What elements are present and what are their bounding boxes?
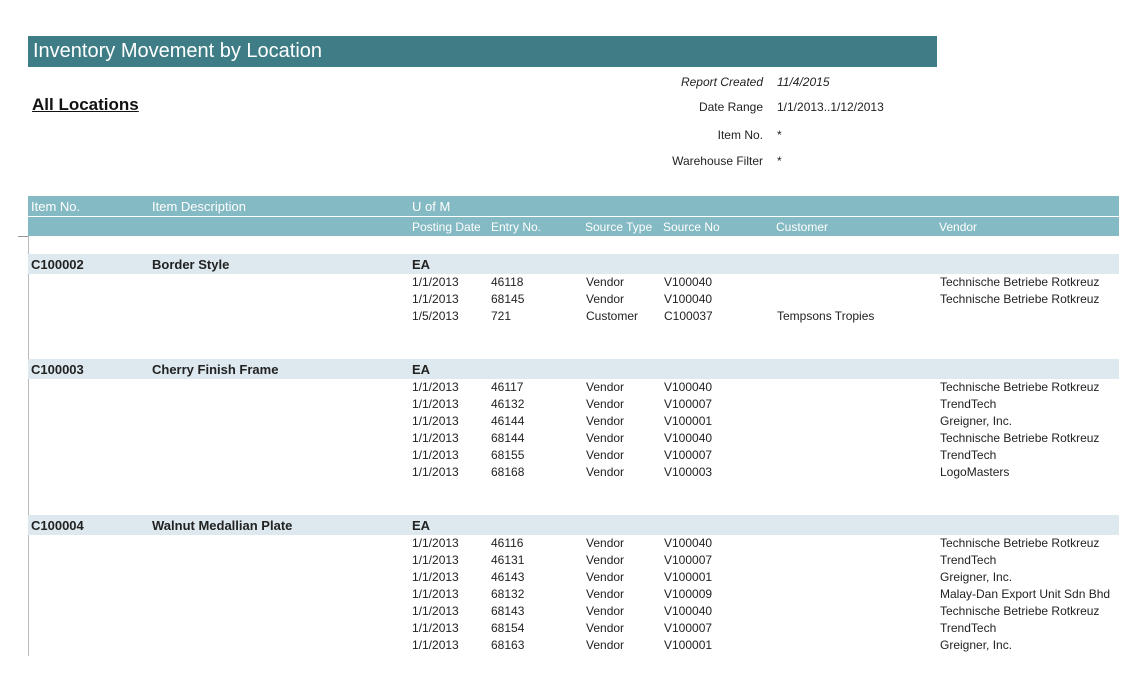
posting-date-cell: 1/1/2013 [412,604,459,618]
customer-cell: Tempsons Tropies [777,309,875,323]
source-no-cell: V100007 [664,397,713,411]
entry-no-cell: 46118 [491,275,524,289]
table-row [0,396,1140,413]
entry-no-cell: 68143 [491,604,525,618]
table-row [0,464,1140,481]
entry-no-cell: 46116 [491,536,524,550]
posting-date-cell: 1/1/2013 [412,380,459,394]
source-no-cell: V100040 [664,536,713,550]
table-row [0,430,1140,447]
table-row [0,291,1140,308]
table-row [0,447,1140,464]
source-type-cell: Vendor [586,380,625,394]
table-row [0,308,1140,325]
source-type-cell: Vendor [586,553,625,567]
source-type-cell: Vendor [586,465,625,479]
source-type-cell: Vendor [586,570,625,584]
source-type-cell: Vendor [586,397,625,411]
vendor-cell: Technische Betriebe Rotkreuz [940,604,1100,618]
posting-date-cell: 1/1/2013 [412,448,459,462]
source-no-cell: V100040 [664,292,713,306]
vendor-cell: TrendTech [940,448,997,462]
source-no-cell: V100007 [664,621,713,635]
table-row [0,552,1140,569]
entry-no-cell: 46143 [491,570,525,584]
source-type-cell: Vendor [586,638,625,652]
entry-no-cell: 46131 [491,553,525,567]
entry-no-cell: 68154 [491,621,525,635]
group-uom: EA [412,518,431,533]
table-row [0,535,1140,552]
table-row [0,274,1140,291]
table-row [0,620,1140,637]
group-uom: EA [412,257,431,272]
posting-date-cell: 1/1/2013 [412,292,459,306]
posting-date-cell: 1/1/2013 [412,275,459,289]
source-type-cell: Vendor [586,448,625,462]
source-type-cell: Customer [586,309,639,323]
col-header-source-type: Source Type [585,220,653,234]
col-header-vendor: Vendor [939,220,978,234]
entry-no-cell: 46132 [491,397,525,411]
col-header-item-no: Item No. [31,199,81,214]
source-no-cell: V100040 [664,380,713,394]
source-no-cell: V100009 [664,587,713,601]
posting-date-cell: 1/1/2013 [412,536,459,550]
posting-date-cell: 1/1/2013 [412,587,459,601]
vendor-cell: Technische Betriebe Rotkreuz [940,431,1100,445]
source-type-cell: Vendor [586,587,625,601]
item-group-row [28,359,1119,379]
source-type-cell: Vendor [586,431,625,445]
vendor-cell: Greigner, Inc. [940,414,1013,428]
vendor-cell: TrendTech [940,621,997,635]
entry-no-cell: 46144 [491,414,525,428]
entry-no-cell: 721 [491,309,512,323]
source-no-cell: V100040 [664,431,713,445]
table-header-row-1 [28,196,1119,217]
entry-no-cell: 68168 [491,465,525,479]
vendor-cell: TrendTech [940,397,997,411]
vendor-cell: Technische Betriebe Rotkreuz [940,275,1100,289]
source-no-cell: C100037 [664,309,713,323]
col-header-entry-no: Entry No. [491,220,542,234]
meta-value-report-created: 11/4/2015 [777,75,830,89]
meta-value-warehouse-filter: * [777,154,782,168]
posting-date-cell: 1/1/2013 [412,414,459,428]
vendor-cell: TrendTech [940,553,997,567]
source-no-cell: V100003 [664,465,713,479]
report-title-bar [28,36,937,67]
col-header-source-no: Source No [663,220,720,234]
entry-no-cell: 68155 [491,448,525,462]
posting-date-cell: 1/1/2013 [412,397,459,411]
source-type-cell: Vendor [586,275,625,289]
group-uom: EA [412,362,431,377]
meta-label-warehouse-filter: Warehouse Filter [672,154,763,168]
source-type-cell: Vendor [586,604,625,618]
source-type-cell: Vendor [586,414,625,428]
table-row [0,586,1140,603]
source-no-cell: V100007 [664,553,713,567]
source-no-cell: V100007 [664,448,713,462]
posting-date-cell: 1/5/2013 [412,309,459,323]
posting-date-cell: 1/1/2013 [412,570,459,584]
entry-no-cell: 68145 [491,292,525,306]
vendor-cell: Technische Betriebe Rotkreuz [940,380,1100,394]
vendor-cell: Malay-Dan Export Unit Sdn Bhd [940,587,1111,601]
posting-date-cell: 1/1/2013 [412,553,459,567]
source-type-cell: Vendor [586,292,625,306]
source-no-cell: V100001 [664,638,713,652]
group-item-no: C100004 [31,518,84,533]
report-title: Inventory Movement by Location [33,40,323,62]
table-row [0,379,1140,396]
vendor-cell: Technische Betriebe Rotkreuz [940,292,1100,306]
vendor-cell: Technische Betriebe Rotkreuz [940,536,1100,550]
source-no-cell: V100040 [664,604,713,618]
posting-date-cell: 1/1/2013 [412,431,459,445]
entry-no-cell: 68132 [491,587,525,601]
posting-date-cell: 1/1/2013 [412,638,459,652]
entry-no-cell: 68144 [491,431,525,445]
table-row [0,413,1140,430]
table-header-row-2 [28,217,1119,236]
meta-value-item-no: * [777,128,782,142]
source-no-cell: V100040 [664,275,713,289]
meta-label-report-created: Report Created [680,75,763,89]
item-group-row [28,254,1119,274]
table-row [0,569,1140,586]
source-type-cell: Vendor [586,621,625,635]
meta-label-item-no: Item No. [717,128,763,142]
source-type-cell: Vendor [586,536,625,550]
item-group-row [28,515,1119,535]
posting-date-cell: 1/1/2013 [412,621,459,635]
meta-value-date-range: 1/1/2013..1/12/2013 [777,100,884,114]
group-item-no: C100002 [31,257,84,272]
table-row [0,637,1140,654]
entry-no-cell: 46117 [491,380,524,394]
row-divider-tick [18,236,28,237]
col-header-uom: U of M [412,199,451,214]
posting-date-cell: 1/1/2013 [412,465,459,479]
group-item-description: Border Style [152,257,230,272]
entry-no-cell: 68163 [491,638,525,652]
col-header-customer: Customer [776,220,829,234]
group-item-description: Walnut Medallian Plate [152,518,293,533]
vendor-cell: LogoMasters [940,465,1010,479]
vendor-cell: Greigner, Inc. [940,638,1013,652]
source-no-cell: V100001 [664,414,713,428]
col-header-posting-date: Posting Date [412,220,481,234]
group-item-description: Cherry Finish Frame [152,362,279,377]
col-header-item-description: Item Description [152,199,246,214]
table-row [0,603,1140,620]
location-filter-heading: All Locations [32,95,139,114]
group-item-no: C100003 [31,362,84,377]
source-no-cell: V100001 [664,570,713,584]
meta-label-date-range: Date Range [698,100,763,114]
vendor-cell: Greigner, Inc. [940,570,1013,584]
